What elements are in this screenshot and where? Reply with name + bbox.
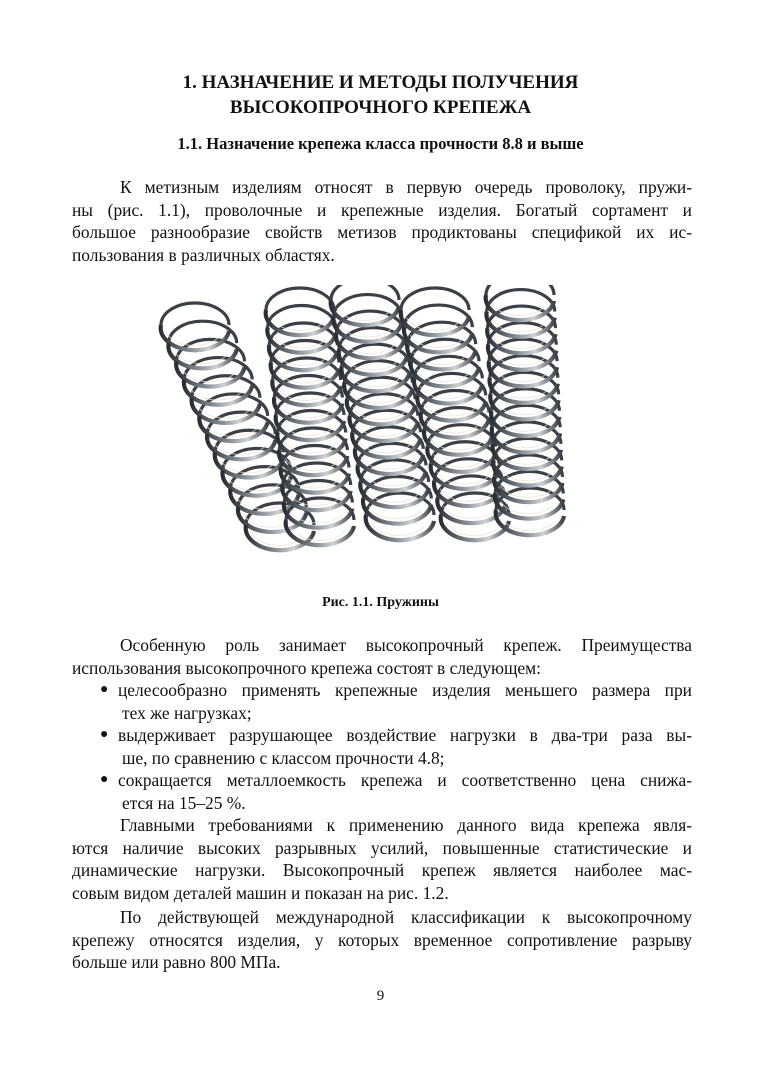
text-line: пользования в различных областях. bbox=[72, 244, 335, 265]
text-line: выдерживает разрушающее воздействие нагрузки в два-три раза вы- bbox=[118, 725, 692, 745]
text-line: Особенную роль занимает высокопрочный крепеж. Преимущества bbox=[120, 635, 692, 655]
advantages-list bbox=[72, 679, 692, 814]
advantages-paragraph bbox=[72, 634, 692, 679]
bullet-icon: ● bbox=[100, 682, 109, 697]
spring-1 bbox=[161, 303, 314, 550]
text-line: По действующей международной классификации к высокопрочному bbox=[120, 907, 692, 927]
requirements-paragraph bbox=[72, 814, 692, 904]
list-item bbox=[72, 769, 692, 814]
text-line: динамические нагрузки. Высокопрочный крепеж является наиболее мас- bbox=[72, 860, 692, 880]
figure-caption: Рис. 1.1. Пружины bbox=[322, 595, 439, 610]
text-line: ются наличие высоких разрывных усилий, повышенные статистические и bbox=[72, 837, 692, 858]
section-title: 1.1. Назначение крепежа класса прочности 8.8 и выше bbox=[177, 134, 584, 153]
chapter-title-line-1: 1. НАЗНАЧЕНИЕ И МЕТОДЫ ПОЛУЧЕНИЯ bbox=[182, 72, 579, 93]
springs-image bbox=[150, 285, 620, 570]
text-line: целесообразно применять крепежные изделия меньшего размера при bbox=[118, 680, 692, 700]
text-line: ше, по сравнению с классом прочности 4.8; bbox=[122, 747, 445, 768]
text-line: сокращается металлоемкость крепежа и соответственно цена снижа- bbox=[118, 770, 692, 790]
list-item bbox=[72, 679, 692, 724]
text-line: ется на 15–25 %. bbox=[122, 792, 246, 813]
text-line: совым видом деталей машин и показан на рис. 1.2. bbox=[72, 882, 449, 903]
text-line: использования высокопрочного крепежа состоят в следующем: bbox=[72, 657, 541, 678]
springs-figure bbox=[150, 285, 620, 570]
bullet-icon: ● bbox=[100, 772, 109, 787]
page-number: 9 bbox=[376, 988, 385, 1004]
bullet-icon: ● bbox=[100, 727, 109, 742]
chapter-title-line-2: ВЫСОКОПРОЧНОГО КРЕПЕЖА bbox=[229, 97, 532, 118]
list-item bbox=[72, 724, 692, 769]
text-line: больше или равно 800 МПа. bbox=[72, 952, 281, 972]
classification-paragraph bbox=[72, 906, 692, 974]
text-line: ны (рис. 1.1), проволочные и крепежные изделия. Богатый сортамент и bbox=[72, 199, 692, 220]
text-line: крепежу относятся изделия, у которых временное сопротивление разрыву bbox=[72, 929, 692, 950]
text-line: К метизным изделиям относят в первую очередь проволоку, пружи- bbox=[120, 177, 692, 197]
text-line: Главными требованиями к применению данного вида крепежа явля- bbox=[120, 815, 692, 835]
intro-paragraph bbox=[72, 176, 692, 266]
text-line: тех же нагрузках; bbox=[122, 702, 252, 723]
chapter-title bbox=[0, 70, 761, 120]
text-line: большое разнообразие свойств метизов продиктованы спецификой их ис- bbox=[72, 222, 692, 242]
